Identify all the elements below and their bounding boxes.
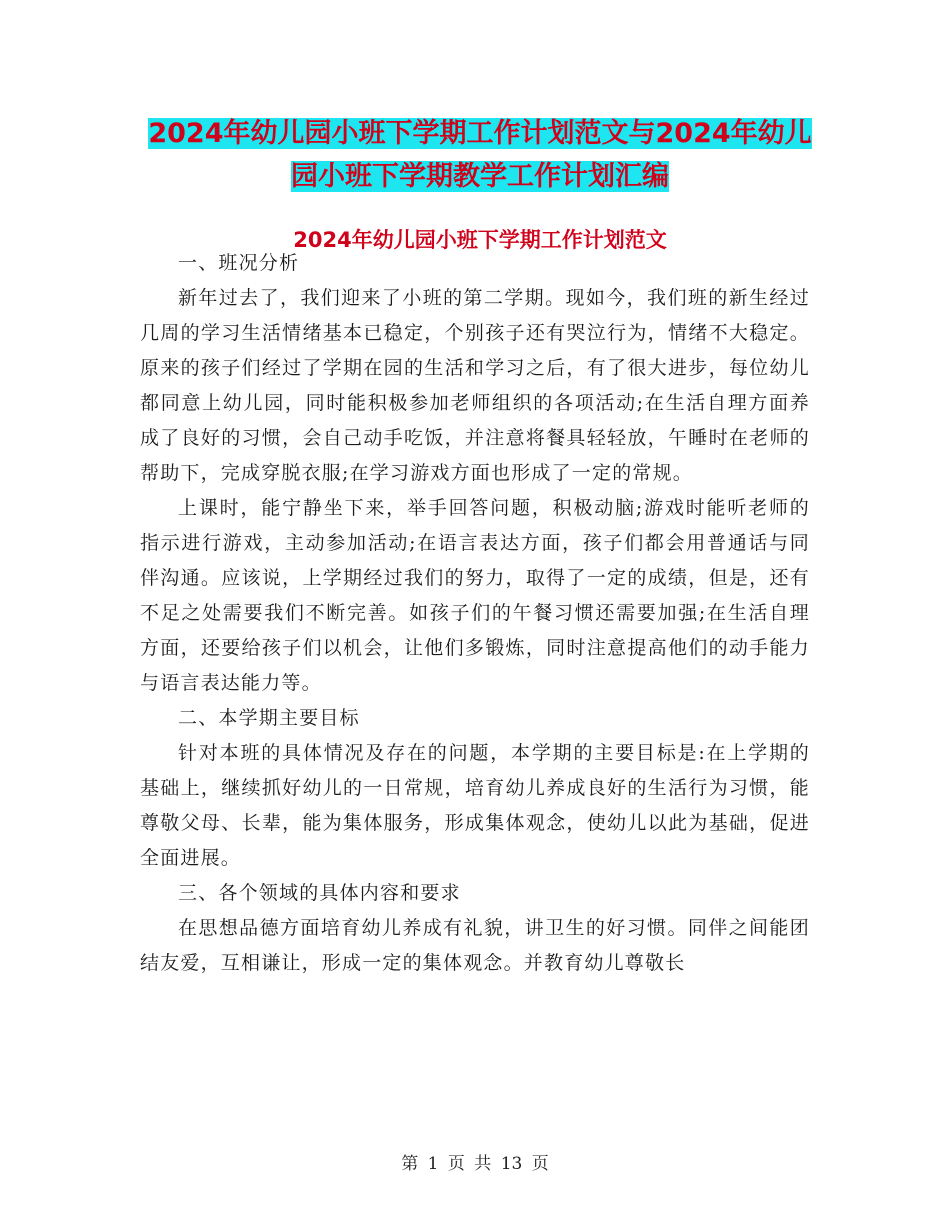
section-title: 2024年幼儿园小班下学期工作计划范文: [293, 228, 667, 252]
paragraph: 上课时，能宁静坐下来，举手回答问题，积极动脑;游戏时能听老师的指示进行游戏，主动参加活动;在语言表达方面，孩子们都会用普通话与同伴沟通。应该说，上学期经过我们的努力，取得了一定的成绩，但是，还有不足之处需要我们不断完善。如孩子们的午餐习惯还需要加强;在生活自理方面，还要给孩子们以机会，让他们多锻炼，同时注意提高他们的动手能力与语言表达能力等。: [140, 497, 810, 694]
section-heading: 一、班况分析: [178, 252, 300, 274]
page-footer: 第 1 页 共 13 页: [401, 1154, 549, 1174]
section-heading: 三、各个领域的具体内容和要求: [178, 882, 461, 904]
paragraph: 针对本班的具体情况及存在的问题，本学期的主要目标是:在上学期的基础上，继续抓好幼儿的一日常规，培育幼儿养成良好的生活行为习惯，能尊敬父母、长辈，能为集体服务，形成集体观念，使幼儿以此为基础，促进全面进展。: [140, 742, 810, 869]
paragraph: 在思想品德方面培育幼儿养成有礼貌，讲卫生的好习惯。同伴之间能团结友爱，互相谦让，形成一定的集体观念。并教育幼儿尊敬长: [140, 917, 810, 974]
paragraph: 新年过去了，我们迎来了小班的第二学期。现如今，我们班的新生经过几周的学习生活情绪基本已稳定，个别孩子还有哭泣行为，情绪不大稳定。原来的孩子们经过了学期在园的生活和学习之后，有了很大进步，每位幼儿都同意上幼儿园，同时能积极参加老师组织的各项活动;在生活自理方面养成了良好的习惯，会自己动手吃饭，并注意将餐具轻轻放，午睡时在老师的帮助下，完成穿脱衣服;在学习游戏方面也形成了一定的常规。: [140, 287, 810, 484]
document-title-line-1: 2024年幼儿园小班下学期工作计划范文与2024年幼儿: [148, 118, 812, 149]
section-heading: 二、本学期主要目标: [178, 707, 360, 729]
document-title-line-2: 园小班下学期教学工作计划汇编: [291, 161, 669, 192]
body-text: [140, 246, 810, 981]
document-title: [140, 112, 820, 198]
